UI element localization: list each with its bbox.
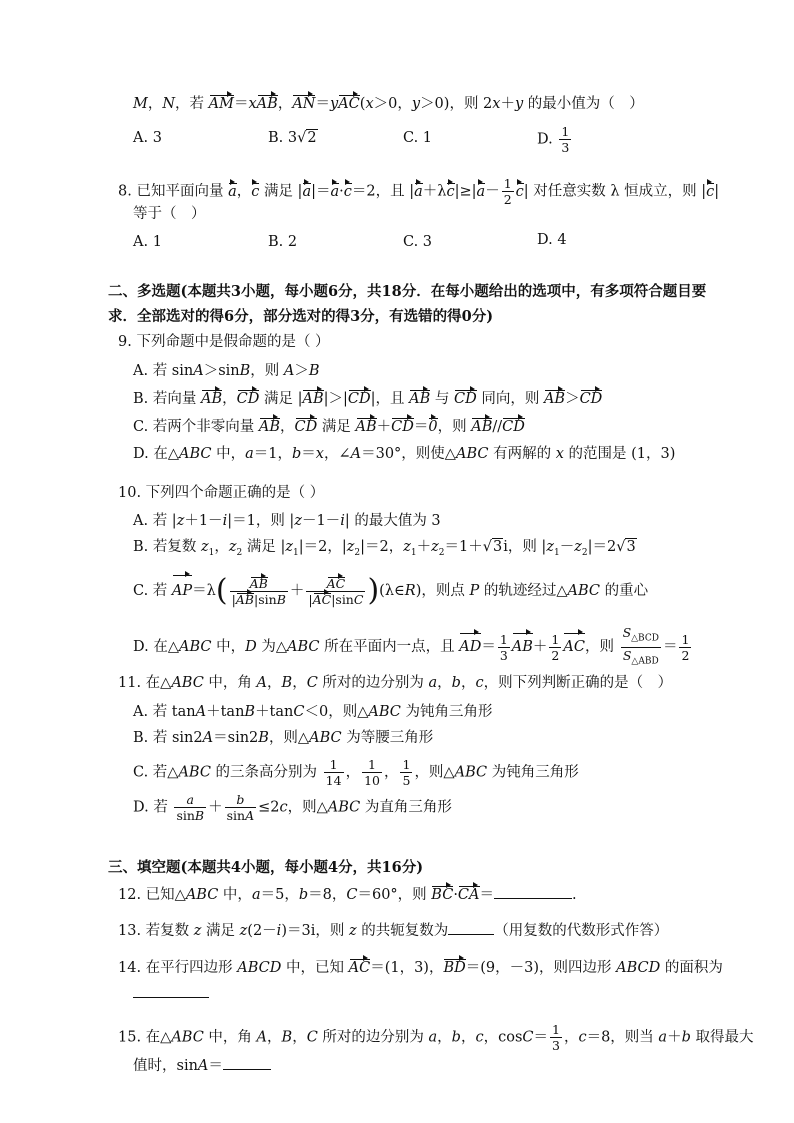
q11-option-d: D. 若 $\frac{a}{\sin B}$ ＋ $\frac{b}{\sin A}$ ≤2c，则△ABC 为直角三角形 [133, 792, 452, 823]
section2-heading: 二、多选题(本题共3小题，每小题6分，共18分．在每小题给出的选项中，有多项符合题目要 [108, 283, 707, 300]
q12-stem: 12. 已知△ABC 中，a＝5，b＝8，C＝60°，则 BC·CA＝ . [118, 887, 577, 903]
q9-option-a: A. 若 sinA＞sinB，则 A＞B [133, 363, 320, 379]
q12-answer-blank[interactable] [494, 898, 572, 899]
q11-option-b: B. 若 sin2A＝sin2B，则△ABC 为等腰三角形 [133, 730, 434, 746]
q10-option-c: C. 若 AP＝λ( $\frac{AB}{|AB|\sin B}$ ＋ $\frac{AC}{|AC|\sin C}$ )(λ∈R)，则点 P 的轨迹经过△ABC 的重心 [133, 573, 649, 608]
q15-stem-cont: 值时，sinA＝ [133, 1056, 271, 1076]
q8-stem: 8. 已知平面向量 a，c 满足 |a|＝a·c＝2，且 |a＋λc|≥|a－ $\frac{1}{2}$ c| 对任意实数 λ 恒成立，则 |c| [118, 176, 720, 207]
q7-option-a: A. 3 [133, 130, 162, 146]
q13-answer-blank[interactable] [448, 934, 494, 935]
q13-stem: 13. 若复数 z 满足 z(2－i)＝3i，则 z 的共轭复数为 （用复数的代数形式作答） [118, 923, 669, 939]
q8-option-b: B. 2 [268, 234, 298, 250]
q15-stem: 15. 在△ABC 中，角 A，B，C 所对的边分别为 a，b，c，cosC＝ $\frac{1}{3}$ ，c＝8，则当 a＋b 取得最大 [118, 1022, 754, 1053]
q9-option-d: D. 在△ABC 中，a＝1，b＝x，∠A＝30°，则使△ABC 有两解的 x 的范围是 (1，3) [133, 446, 676, 462]
q14-stem: 14. 在平行四边形 ABCD 中，已知 AC＝(1，3)，BD＝(9，－3)，则四边形 ABCD 的面积为 [118, 960, 723, 976]
q8-option-c: C. 3 [403, 234, 433, 250]
q9-stem: 9. 下列命题中是假命题的是（ ） [118, 334, 330, 350]
q15-answer-blank[interactable] [223, 1069, 271, 1070]
q9-option-b: B. 若向量 AB，CD 满足 |AB|＞|CD|，且 AB 与 CD 同向，则 AB＞CD [133, 391, 603, 407]
q10-option-d: D. 在△ABC 中，D 为△ABC 所在平面内一点，且 AD＝ $\frac{1}{3}$ AB＋ $\frac{1}{2}$ AC，则 $\frac{S_{\triangle BCD}}{S_{\triangle ABD}}$ ＝ $\frac{1}{2}$ [133, 625, 690, 666]
q9-option-c: C. 若两个非零向量 AB，CD 满足 AB＋CD＝0，则 AB//CD [133, 419, 525, 435]
section3-heading: 三、填空题(本题共4小题，每小题4分，共16分) [108, 859, 424, 876]
q11-option-a: A. 若 tanA＋tanB＋tanC＜0，则△ABC 为钝角三角形 [133, 704, 493, 720]
q7-option-d: D. $\frac{1}{3}$ [537, 124, 570, 155]
q10-option-b: B. 若复数 $z_1$，$z_2$ 满足 $|z_1|=2$，$|z_2|=2$，$z_1+z_2=1+√3i$，则 $|z_1-z_2|=2√3$ [133, 539, 636, 558]
q7-option-b: B. 3√2 [268, 130, 317, 146]
q7-stem: M，N，若 AM＝xAB，AN＝yAC(x＞0，y＞0)，则 2x＋y 的最小值为（ ） [133, 96, 644, 112]
q10-option-a: A. 若 |z＋1－i|＝1，则 |z－1－i| 的最大值为 3 [133, 513, 441, 529]
q14-answer-line[interactable] [133, 984, 209, 1004]
q11-option-c: C. 若△ABC 的三条高分别为 $\frac{1}{14}$ ， $\frac{1}{10}$ ， $\frac{1}{5}$ ，则△ABC 为钝角三角形 [133, 757, 579, 788]
q7-option-c: C. 1 [403, 130, 433, 146]
q8-stem-cont: 等于（ ） [133, 206, 206, 222]
q8-option-d: D. 4 [537, 232, 567, 248]
q11-stem: 11. 在△ABC 中，角 A，B，C 所对的边分别为 a，b，c，则下列判断正确的是（ ） [118, 675, 673, 691]
q8-option-a: A. 1 [133, 234, 162, 250]
q10-stem: 10. 下列四个命题正确的是（ ） [118, 485, 325, 501]
section2-heading-cont: 求．全部选对的得6分，部分选对的得3分，有选错的得0分) [108, 308, 494, 325]
